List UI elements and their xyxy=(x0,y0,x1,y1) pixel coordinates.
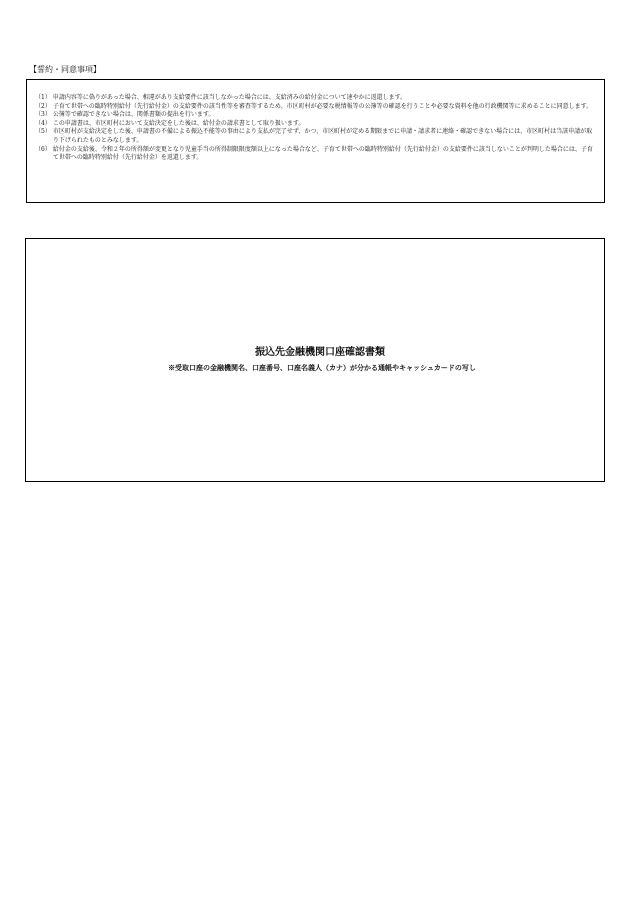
agreement-item-text: 給付金の支給後、令和２年の所得額が変更となり児童手当の所得制限限度額以上になった場合など、子育て世帯への臨時特別給付（先行給付金）の支給要件に該当しないことが判明した場合には、子育て世帯への臨時特別給付（先行給付金）を返還します。 xyxy=(52,145,593,162)
agreement-item xyxy=(35,103,596,112)
agreement-item xyxy=(35,146,596,163)
agreement-item-number: （5） xyxy=(35,128,51,136)
agreement-item-number: （2） xyxy=(35,102,51,110)
agreement-item xyxy=(35,94,596,103)
agreement-item-text: この申請書は、市区町村において支給決定をした後は、給付金の請求書として取り扱います。 xyxy=(52,119,305,127)
agreement-item-number: （1） xyxy=(35,94,51,101)
agreement-item-text: 公簿等で確認できない場合は、関係書類の提出を行います。 xyxy=(52,111,215,119)
bank-document-attachment-area xyxy=(25,238,605,482)
agreement-item-number: （4） xyxy=(35,119,51,127)
agreement-item xyxy=(35,128,596,145)
agreement-item xyxy=(35,111,596,120)
agreement-item-text: 申請内容等に偽りがあった場合、相違があり支給要件に該当しなかった場合には、支給済みの給付金について速やかに返還します。 xyxy=(52,94,407,101)
attachment-note: ※受取口座の金融機関名、口座番号、口座名義人（カナ）が分かる通帳やキャッシュカードの写し xyxy=(168,363,476,372)
agreement-item-number: （6） xyxy=(35,145,51,153)
agreement-terms-box xyxy=(26,79,605,203)
attachment-title: 振込先金融機関口座確認書類 xyxy=(255,347,385,358)
agreement-item-text: 市区町村が支給決定をした後、申請書の不備による振込不能等の事由により支払が完了せず、かつ、市区町村が定める期限までに申請・請求者に連絡・確認できない場合には、市区町村は当該申請が取り下げられたものとみなします。 xyxy=(52,128,593,144)
agreement-item-number: （3） xyxy=(35,111,51,119)
agreement-terms-list xyxy=(35,94,596,163)
agreement-heading: 【誓約・同意事項】 xyxy=(29,65,101,74)
agreement-item-text: 子育て世帯への臨時特別給付（先行給付金）の支給要件の該当性等を審査等するため、市区町村が必要な税情報等の公簿等の確認を行うことや必要な資料を他の行政機関等に求めることに同意します。 xyxy=(52,102,593,110)
